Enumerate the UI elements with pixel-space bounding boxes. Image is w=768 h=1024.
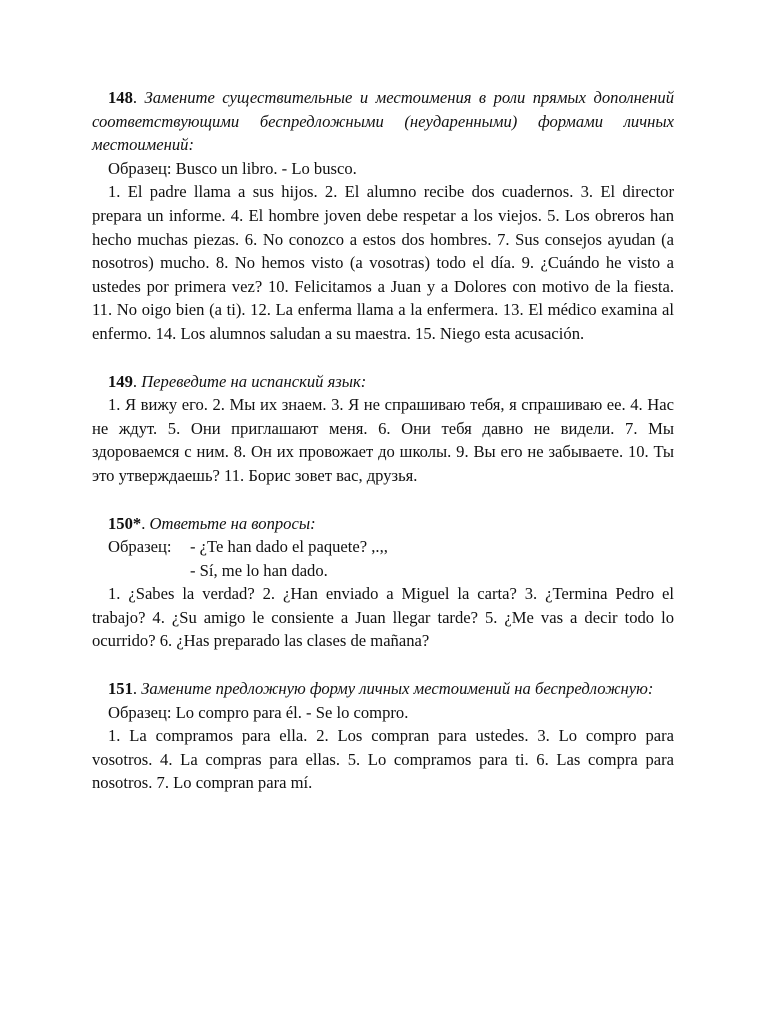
exercise-heading: 151. Замените предложную форму личных местоимений на беспредложную:	[108, 679, 654, 699]
exercise-sample: Образец: Busco un libro. - Lo busco.	[108, 158, 357, 178]
exercise-instruction: Замените существительные и местоимения в роли прямых дополнений соответствующими беспредложными (неударенными) формами личных местоимений:	[92, 88, 674, 155]
sample-question: - ¿Te han dado el paquete? ,.,,	[190, 537, 388, 557]
sample-answer: - Sí, me lo han dado.	[190, 560, 328, 580]
exercise-instruction: Замените предложную форму личных местоимений на беспредложную:	[141, 679, 654, 699]
exercise-body: 1. Я вижу его. 2. Мы их знаем. 3. Я не спрашиваю тебя, я спрашиваю ее. 4. Нас не ждут. 5. Они приглашают меня. 6. Они тебя давно не видели. 7. Мы здороваемся с ним. 8. Он их провожает до школы. 9. Вы его не забываете. 10. Ты это утверждаешь? 11. Борис зовет вас, друзья.	[92, 395, 674, 485]
sample-label-spacer	[108, 559, 190, 583]
exercise-sample-answer	[92, 559, 674, 583]
exercise-number: 151	[108, 679, 133, 699]
exercise-body: 1. La compramos para ella. 2. Los compran para ustedes. 3. Lo compro para vosotros. 4. La compras para ellas. 5. Lo compramos para ti. 6. Las compra para nosotros. 7. Lo compran para mí.	[92, 726, 674, 793]
exercise-body: 1. El padre llama a sus hijos. 2. El alumno recibe dos cuadernos. 3. El director prepara un informe. 4. El hombre joven debe respetar a los viejos. 5. Los obreros han hecho muchas piezas. 6. No conozco a estos dos hombres. 7. Sus consejos ayudan (a nosotros) mucho. 8. No hemos visto (a vosotras) todo el día. 9. ¿Cuándo he visto a ustedes por primera vez? 10. Felicitamos a Juan y a Dolores con motivo de la fiesta. 11. No oigo bien (a ti). 12. La enferma llama a la enfermera. 13. El médico examina al enfermo. 14. Los alumnos saludan a su maestra. 15. Niego esta acusación.	[92, 182, 674, 343]
exercise-sample: Образец: Lo compro para él. - Se lo compro.	[108, 702, 409, 722]
exercise-heading: 150*. Ответьте на вопросы:	[108, 513, 316, 533]
exercise-number: 148	[108, 88, 133, 107]
exercise-149	[92, 370, 674, 488]
exercise-150	[92, 512, 674, 654]
exercise-sample	[92, 535, 674, 559]
exercise-151	[92, 677, 674, 795]
sample-label: Образец:	[108, 537, 172, 557]
exercise-instruction: Переведите на испанский язык:	[141, 371, 367, 391]
exercise-148	[92, 86, 674, 346]
exercise-number: 150*	[108, 513, 142, 533]
document-page	[92, 86, 674, 819]
exercise-body: 1. ¿Sabes la verdad? 2. ¿Han enviado a Miguel la carta? 3. ¿Termina Pedro el trabajo? 4. ¿Su amigo le consiente a Juan llegar tarde? 5. ¿Me vas a decir todo lo ocurrido? 6. ¿Has preparado las clases de mañana?	[92, 584, 674, 651]
exercise-instruction: Ответьте на вопросы:	[149, 513, 316, 533]
exercise-heading: 149. Переведите на испанский язык:	[108, 371, 367, 391]
exercise-number: 149	[108, 371, 133, 391]
exercise-heading: 148. Замените существительные и местоимения в роли прямых дополнений соответствующими беспредложными (неударенными) формами личных местоимений:	[92, 88, 674, 155]
